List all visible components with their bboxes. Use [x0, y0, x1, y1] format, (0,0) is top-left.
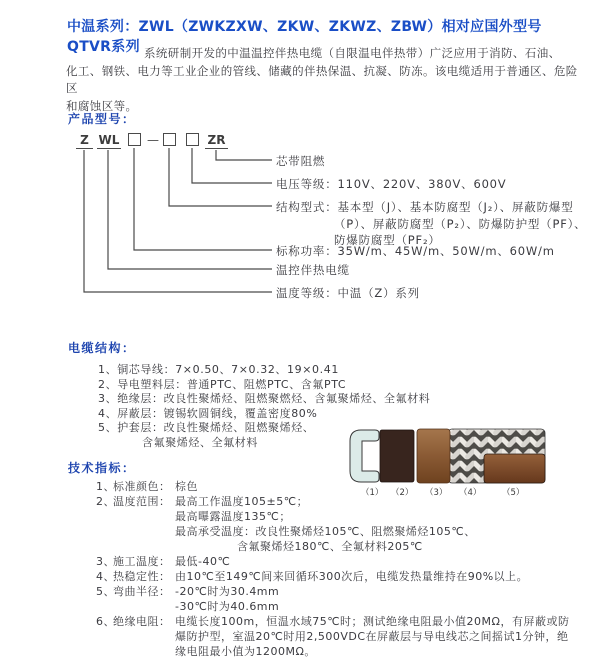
item-value: 改良性聚烯烃、阻燃聚烯烃、: [163, 421, 315, 434]
item-number: 4、: [98, 406, 118, 420]
item-number: 1、: [98, 363, 118, 376]
model-placeholder-box: [163, 133, 176, 146]
list-item: [96, 479, 598, 494]
model-placeholder-box: [186, 133, 199, 146]
list-item: [96, 494, 598, 554]
intro-paragraph: [66, 45, 580, 115]
item-label: 温度范围：: [113, 495, 171, 508]
item-value: 爆防护型，室温20℃时用2,500VDC在屏蔽层与导电线芯之间摇试1分钟，绝: [175, 630, 569, 643]
figure-label-4: （4）: [459, 488, 482, 498]
item-number: 4、: [96, 570, 115, 583]
item-number: 6、: [96, 615, 115, 628]
item-value: 最高曝露温度135℃；: [175, 510, 291, 523]
figure-label-5: （5）: [502, 488, 525, 498]
item-value: 缘电阻最小值为1200MΩ。: [175, 645, 316, 658]
product-model-heading: 产品型号：: [68, 112, 136, 126]
item-value: -30℃时为40.6mm: [175, 600, 280, 613]
item-value: 改良性聚烯烃、阻燃聚燃烃、含氟聚烯烃、全氟材料: [163, 392, 431, 405]
model-code-cable-type: WL: [98, 133, 120, 147]
item-number: 5、: [96, 585, 115, 598]
list-item: [98, 392, 588, 407]
list-item: [98, 363, 588, 378]
list-item: [96, 614, 598, 659]
item-label: 施工温度：: [113, 555, 171, 568]
list-item: [98, 378, 588, 393]
list-item-continuation: 含氟聚烯烃、全氟材料: [142, 435, 258, 449]
item-value: 电缆长度100m，恒温水域75℃时；测试绝缘电阻最小值20MΩ，有屏蔽或防: [175, 615, 570, 628]
intro-line: 和腐蚀区等。: [66, 98, 138, 113]
item-value: 最高工作温度105±5℃；: [175, 495, 309, 508]
item-label: 屏蔽层：: [117, 406, 164, 420]
model-code-dash: —: [147, 133, 159, 147]
item-label: 护套层：: [117, 421, 164, 434]
item-value: 含氟聚烯烃180℃、全氟材料205℃: [237, 540, 423, 553]
item-number: 1、: [96, 480, 115, 493]
page-title: 中温系列：ZWL（ZWKZXW、ZKW、ZKWZ、ZBW）相对应国外型号QTVR系列: [67, 19, 542, 55]
item-value: 普通PTC、阻燃PTC、含氟PTC: [186, 377, 347, 391]
item-value: -20℃时为30.4mm: [175, 585, 280, 598]
item-label: 铜芯导线：: [117, 363, 176, 376]
tech-specs-list: [68, 479, 598, 659]
figure-label-2: （2）: [391, 488, 414, 498]
intro-line: 系统研制开发的中温温控伴热电缆（自限温电伴热带）广泛应用于消防、石油、: [144, 46, 561, 60]
intro-line: 化工、钢铁、电力等工业企业的管线、储藏的伴热保温、抗凝、防冻。该电缆适用于普通区、危险区: [66, 63, 578, 95]
item-label: 弯曲半径：: [113, 585, 171, 598]
tech-specs-heading: 技术指标：: [68, 461, 136, 475]
callout-voltage-grade: 电压等级：110V、220V、380V、600V: [276, 177, 507, 191]
list-item: [96, 584, 598, 614]
item-number: 3、: [96, 555, 115, 568]
item-number: 2、: [98, 377, 118, 391]
callout-core-flame-retardant: 芯带阻燃: [276, 154, 326, 168]
cable-structure-heading: 电缆结构：: [68, 341, 136, 355]
item-label: 绝缘层：: [117, 392, 164, 405]
item-value: 棕色: [175, 480, 198, 493]
figure-label-3: （3）: [425, 488, 448, 498]
callout-rated-power: 标称功率：35W/m、45W/m、50W/m、60W/m: [276, 244, 555, 258]
callout-structure-line: （P）、屏蔽防腐型（P₂）、防爆防护型（PF）、: [334, 216, 587, 231]
callout-cable-name: 温控伴热电缆: [276, 263, 350, 277]
model-code-suffix: ZR: [205, 133, 228, 149]
item-value: 镀锡软圆铜线，覆盖密度80%: [163, 406, 318, 420]
tech-specs-section: [68, 459, 598, 659]
model-code-diagram: [0, 131, 600, 307]
list-item: [98, 407, 588, 422]
list-item: [96, 569, 598, 584]
callout-structure-line: 防爆防腐型（PF₂）: [334, 233, 441, 247]
item-value: 最高承受温度：改良性聚烯烃105℃、阻燃聚烯烃105℃、: [175, 525, 476, 538]
callout-temperature-grade: 温度等级：中温（Z）系列: [276, 286, 420, 300]
list-item: [96, 554, 598, 569]
item-label: 标准颜色：: [113, 480, 171, 493]
item-number: 2、: [96, 495, 115, 508]
item-number: 3、: [98, 392, 118, 405]
item-number: 5、: [98, 421, 118, 434]
item-value: 最低-40℃: [175, 555, 231, 568]
model-placeholder-box: [128, 133, 141, 146]
item-value: 7×0.50、7×0.32、19×0.41: [175, 363, 339, 376]
model-code-temp-class: Z: [76, 133, 93, 149]
item-label: 绝缘电阻：: [113, 615, 171, 628]
item-value: 由10℃至149℃间来回循环300次后，电缆发热量维持在90%以上。: [175, 570, 529, 583]
callout-structure-line: 结构型式：基本型（J）、基本防腐型（J₂）、屏蔽防爆型: [276, 200, 574, 214]
item-label: 热稳定性：: [113, 570, 171, 583]
callout-structure-type: [276, 199, 586, 249]
item-label: 导电塑料层：: [117, 377, 187, 391]
figure-label-1: （1）: [361, 488, 384, 498]
